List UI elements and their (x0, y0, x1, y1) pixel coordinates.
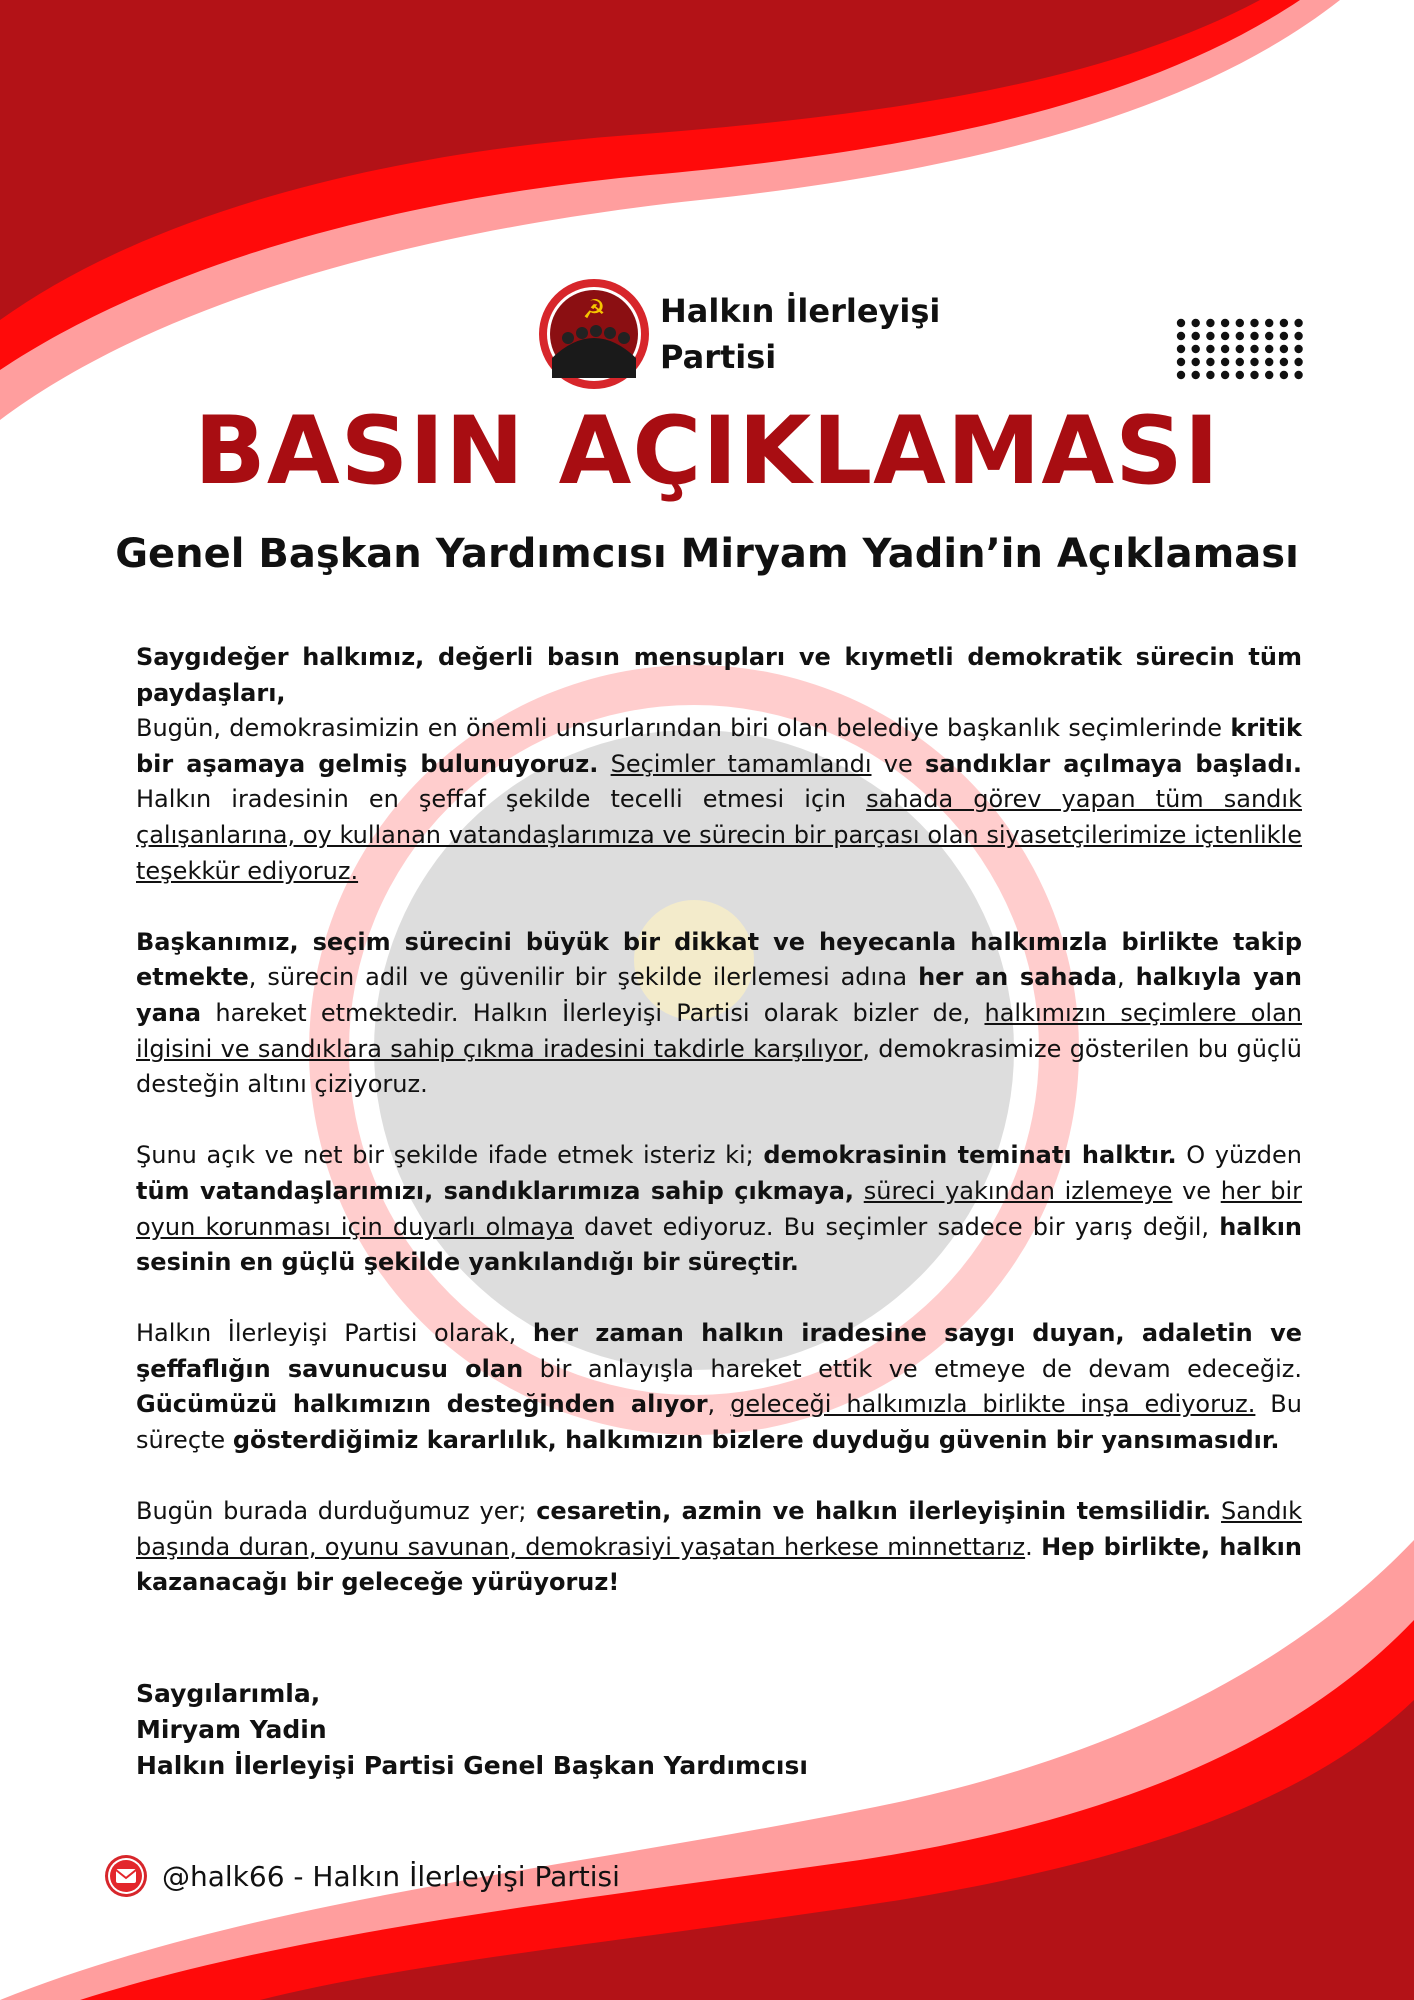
text-run: hareket etmektedir. Halkın İlerleyişi Partisi olarak bizler de, (201, 998, 985, 1027)
paragraph (136, 1316, 1302, 1458)
dot (1236, 345, 1244, 353)
dot (1221, 371, 1229, 379)
dot (1265, 332, 1273, 340)
dot (1206, 345, 1214, 353)
text-run: Bugün burada durduğumuz yer; (136, 1497, 537, 1526)
text-run: Halkın iradesinin en şeffaf şekilde tecelli etmesi için (136, 785, 867, 814)
dot (1221, 332, 1229, 340)
text-run: , sürecin adil ve güvenilir bir şekilde ilerlemesi adına (248, 963, 919, 992)
paragraph (136, 1494, 1302, 1601)
dot (1294, 345, 1302, 353)
dot (1177, 332, 1185, 340)
dot (1206, 332, 1214, 340)
dot (1236, 358, 1244, 366)
text-run: ve (871, 749, 926, 778)
signature-closing: Saygılarımla, (136, 1679, 321, 1708)
bold-text: halkın sesinin en güçlü şekilde yankılandığı bir süreçtir. (136, 1212, 1302, 1277)
text-run: . (1025, 1532, 1042, 1561)
bold-text: Hep birlikte, halkın kazanacağı bir geleceğe yürüyoruz! (136, 1532, 1302, 1597)
dot-grid-decoration-icon (1176, 318, 1304, 380)
dot (1192, 358, 1200, 366)
hammer-sickle-crowd-logo-icon (538, 278, 650, 390)
dot (1265, 371, 1273, 379)
underlined-text: Seçimler tamamlandı (610, 749, 872, 778)
bold-text: demokrasinin teminatı halktır. (763, 1141, 1177, 1170)
dot (1280, 332, 1288, 340)
bold-text: kritik bir aşamaya gelmiş bulunuyoruz. (136, 714, 1302, 778)
bold-text: cesaretin, azmin ve halkın ilerleyişinin temsilidir. (536, 1497, 1212, 1526)
signature-name: Miryam Yadin (136, 1715, 327, 1744)
bold-text: tüm vatandaşlarımızı, sandıklarımıza sahip çıkmaya, (136, 1176, 855, 1205)
underlined-text: süreci yakından izlemeye (863, 1176, 1173, 1205)
bold-text: Başkanımız, seçim sürecini büyük bir dikkat ve heyecanla halkımızla birlikte takip etmekte (136, 927, 1302, 992)
dot (1177, 371, 1185, 379)
dot (1250, 371, 1258, 379)
dot (1280, 358, 1288, 366)
dot (1294, 371, 1302, 379)
dot (1192, 345, 1200, 353)
dot (1177, 358, 1185, 366)
text-run: Halkın İlerleyişi Partisi olarak, (136, 1319, 533, 1348)
bold-text: gösterdiğimiz kararlılık, halkımızın bizlere duyduğu güvenin bir yansımasıdır. (232, 1426, 1280, 1455)
text-run: Şunu açık ve net bir şekilde ifade etmek isteriz ki; (136, 1141, 764, 1170)
bold-text: her zaman halkın iradesine saygı duyan, adaletin ve şeffaflığın savunucusu olan (136, 1319, 1302, 1383)
underlined-text: halkımızın seçimlere olan ilgisini ve sandıklara sahip çıkma iradesini takdirle karşılıyor (136, 998, 1302, 1063)
dot (1250, 345, 1258, 353)
paragraph (136, 640, 1302, 889)
underlined-text: Sandık başında duran, oyunu savunan, demokrasiyi yaşatan herkese minnettarız (136, 1497, 1302, 1561)
paragraph (136, 1138, 1302, 1280)
text-run: Bugün, demokrasimizin en önemli unsurlarından biri olan belediye başkanlık seçimlerinde (136, 714, 1231, 743)
dot (1192, 319, 1200, 327)
bold-text: sandıklar açılmaya başladı. (925, 749, 1302, 778)
svg-text:☭: ☭ (582, 295, 606, 325)
dot (1206, 319, 1214, 327)
text-run: , (707, 1390, 731, 1419)
underlined-text: her bir oyun korunması için duyarlı olmaya (136, 1176, 1302, 1241)
mail-icon (104, 1854, 148, 1898)
dot (1294, 319, 1302, 327)
dot (1221, 319, 1229, 327)
dot (1280, 319, 1288, 327)
bold-text: halkıyla yan yana (136, 963, 1302, 1027)
bold-text: Saygıdeğer halkımız, değerli basın mensupları ve kıymetli demokratik sürecin tüm paydaşları, (136, 643, 1302, 707)
dot (1177, 345, 1185, 353)
dot (1236, 371, 1244, 379)
page-title: BASIN AÇIKLAMASI (194, 397, 1220, 506)
text-run (598, 750, 610, 778)
dot (1265, 319, 1273, 327)
bold-text: Gücümüzü halkımızın desteğinden alıyor (136, 1390, 708, 1419)
dot (1192, 371, 1200, 379)
text-run (854, 1177, 864, 1205)
dot (1236, 332, 1244, 340)
dot (1280, 371, 1288, 379)
statement-body (136, 640, 1302, 1637)
dot (1250, 358, 1258, 366)
dot (1221, 358, 1229, 366)
dot (1250, 332, 1258, 340)
dot (1294, 332, 1302, 340)
party-name: Halkın İlerleyişi Partisi (660, 292, 941, 376)
dot (1206, 371, 1214, 379)
dot (1221, 345, 1229, 353)
dot (1280, 345, 1288, 353)
paragraph (136, 925, 1302, 1103)
text-run: O yüzden (1176, 1141, 1303, 1170)
underlined-text: geleceği halkımızla birlikte inşa ediyoruz. (730, 1390, 1256, 1419)
bold-text: her an sahada (918, 963, 1118, 992)
dot (1192, 332, 1200, 340)
dot (1265, 345, 1273, 353)
text-run: ve (1172, 1176, 1221, 1205)
underlined-text: sahada görev yapan tüm sandık çalışanlarına, oy kullanan vatandaşlarımıza ve sürecin bir parçası olan siyasetçilerimize içtenlikle teşekkür ediyoruz. (136, 785, 1302, 885)
text-run: Bu süreçte (136, 1390, 1302, 1455)
dot (1206, 358, 1214, 366)
brand-header (538, 278, 960, 390)
signature-block (136, 1676, 808, 1784)
text-run: , demokrasimize gösterilen bu güçlü desteğin altını çiziyoruz. (136, 1034, 1302, 1099)
page-subtitle: Genel Başkan Yardımcısı Miryam Yadin’in Açıklaması (115, 531, 1299, 577)
dot (1250, 319, 1258, 327)
text-run: davet ediyoruz. Bu seçimler sadece bir yarış değil, (573, 1212, 1220, 1241)
footer-contact (104, 1854, 620, 1898)
text-run: , (1117, 963, 1136, 992)
signature-role: Halkın İlerleyişi Partisi Genel Başkan Yardımcısı (136, 1751, 808, 1780)
dot (1177, 319, 1185, 327)
dot (1236, 319, 1244, 327)
text-run: bir anlayışla hareket ettik ve etmeye de devam edeceğiz. (523, 1354, 1302, 1383)
text-run (1211, 1497, 1221, 1525)
dot (1294, 358, 1302, 366)
contact-handle[interactable]: @halk66 - Halkın İlerleyişi Partisi (162, 1859, 620, 1893)
dot (1265, 358, 1273, 366)
